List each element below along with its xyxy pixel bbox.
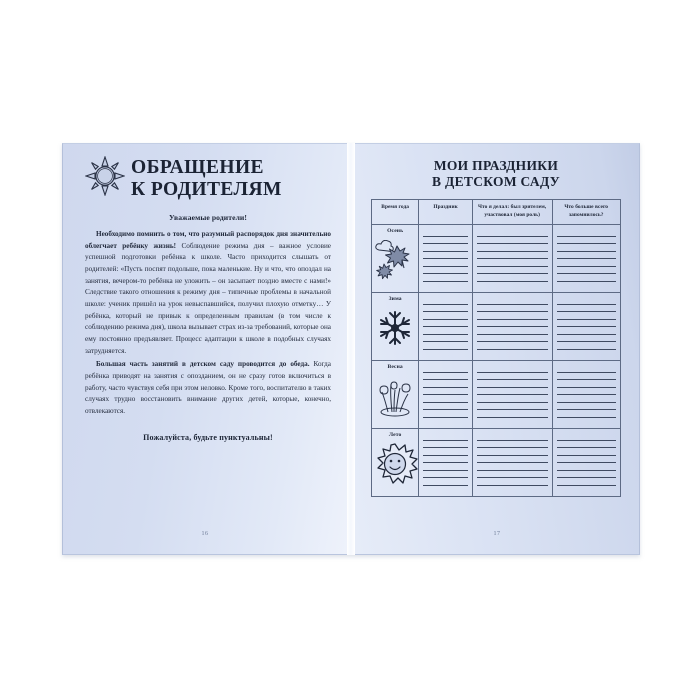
season-cell-summer <box>372 429 419 497</box>
salutation: Уважаемые родители! <box>168 213 248 222</box>
season-label: Зима <box>388 296 402 303</box>
season-label: Лето <box>388 432 402 439</box>
writing-lines <box>473 293 552 360</box>
memory-cell-winter[interactable] <box>552 293 621 361</box>
body-paragraph <box>85 229 331 357</box>
holiday-cell-summer[interactable] <box>419 429 473 497</box>
table-row <box>372 225 621 293</box>
column-header-role: Что я делал: был зрителем, участвовал (моя роль) <box>472 200 552 225</box>
writing-lines <box>419 293 472 360</box>
column-header-season: Время года <box>372 200 419 225</box>
memory-cell-spring[interactable] <box>552 361 621 429</box>
snowdrops-icon <box>372 370 418 422</box>
holiday-cell-spring[interactable] <box>419 361 473 429</box>
title-line-1: МОИ ПРАЗДНИКИ <box>433 158 559 173</box>
smiling-sun-icon <box>372 438 418 490</box>
right-page <box>355 143 640 555</box>
season-label: Осень <box>387 228 404 235</box>
sun-icon <box>85 156 125 201</box>
role-cell-winter[interactable] <box>472 293 552 361</box>
holiday-cell-winter[interactable] <box>419 293 473 361</box>
page-number-left: 16 <box>201 531 209 537</box>
role-cell-spring[interactable] <box>472 361 552 429</box>
paragraph-lead: Большая часть занятий в детском саду проводится до обеда. <box>96 360 310 369</box>
page-number-right: 17 <box>493 531 501 537</box>
left-page-heading <box>85 156 331 201</box>
writing-lines <box>419 429 472 496</box>
title-line-2: В ДЕТСКОМ САДУ <box>432 174 560 190</box>
writing-lines <box>473 429 552 496</box>
column-header-memory: Что больше всего запомнилось? <box>552 200 621 225</box>
writing-lines <box>553 225 621 292</box>
left-page-title <box>131 157 282 201</box>
column-header-holiday: Праздник <box>419 200 473 225</box>
writing-lines <box>553 361 621 428</box>
season-cell-spring <box>372 361 419 429</box>
table-header-row <box>372 200 621 225</box>
paragraph-lead: Необходимо помнить о том, что разумный распорядок дня значительно облегчает ребёнку жизнь! <box>85 230 331 250</box>
body-paragraph <box>85 359 331 417</box>
table-row <box>372 429 621 497</box>
role-cell-summer[interactable] <box>472 429 552 497</box>
holiday-cell-autumn[interactable] <box>419 225 473 293</box>
table-row <box>372 293 621 361</box>
holidays-table <box>371 199 621 497</box>
memory-cell-summer[interactable] <box>552 429 621 497</box>
writing-lines <box>473 225 552 292</box>
left-page <box>62 143 347 555</box>
snowflake-icon <box>372 302 418 354</box>
writing-lines <box>553 293 621 360</box>
closing-statement: Пожалуйста, будьте пунктуальны! <box>143 432 273 442</box>
season-cell-winter <box>372 293 419 361</box>
heading-line-2: К РОДИТЕЛЯМ <box>131 178 282 200</box>
table-row <box>372 361 621 429</box>
season-label: Весна <box>387 364 403 371</box>
memory-cell-autumn[interactable] <box>552 225 621 293</box>
season-cell-autumn <box>372 225 419 293</box>
writing-lines <box>473 361 552 428</box>
book-gutter <box>347 143 355 555</box>
paragraph-rest: Соблюдение режима дня – важное условие успешной подготовки ребёнка к школе. Часто приходится слышать от родителей: «Пусть поспят подольше, пока маленькие. Ну и что, что опоздал на занятия, вечером-то ребёнка не уложить – он засыпает поздно вместе с нами!» Следствие такого отношения к режиму дня – типичные проблемы в начальной школе: ученик пришёл на урок невыспавшийся, получил плохую отметку… У ребёнка, который не привык к определенным правилам (в том числе к соблюдению режима дня), школа вызывает страх из-за требований, которые она ему постоянно предъявляет. Процесс адаптации к школе в подобных случаях затрудняется. <box>85 241 331 355</box>
paragraph-rest: Когда ребёнка приводят на занятия с опозданием, он не сразу готов включиться в работу, часто чувствуя себя при этом неловко. Кроме того, воспитателю в таких случаях трудно восстановить внимание других детей, которые, конечно, отвлекаются. <box>85 360 331 415</box>
right-page-title <box>371 158 621 190</box>
maple-leaves-icon <box>372 234 418 286</box>
writing-lines <box>553 429 621 496</box>
writing-lines <box>419 361 472 428</box>
writing-lines <box>419 225 472 292</box>
role-cell-autumn[interactable] <box>472 225 552 293</box>
heading-line-1: ОБРАЩЕНИЕ <box>131 156 264 178</box>
open-book <box>62 143 640 555</box>
